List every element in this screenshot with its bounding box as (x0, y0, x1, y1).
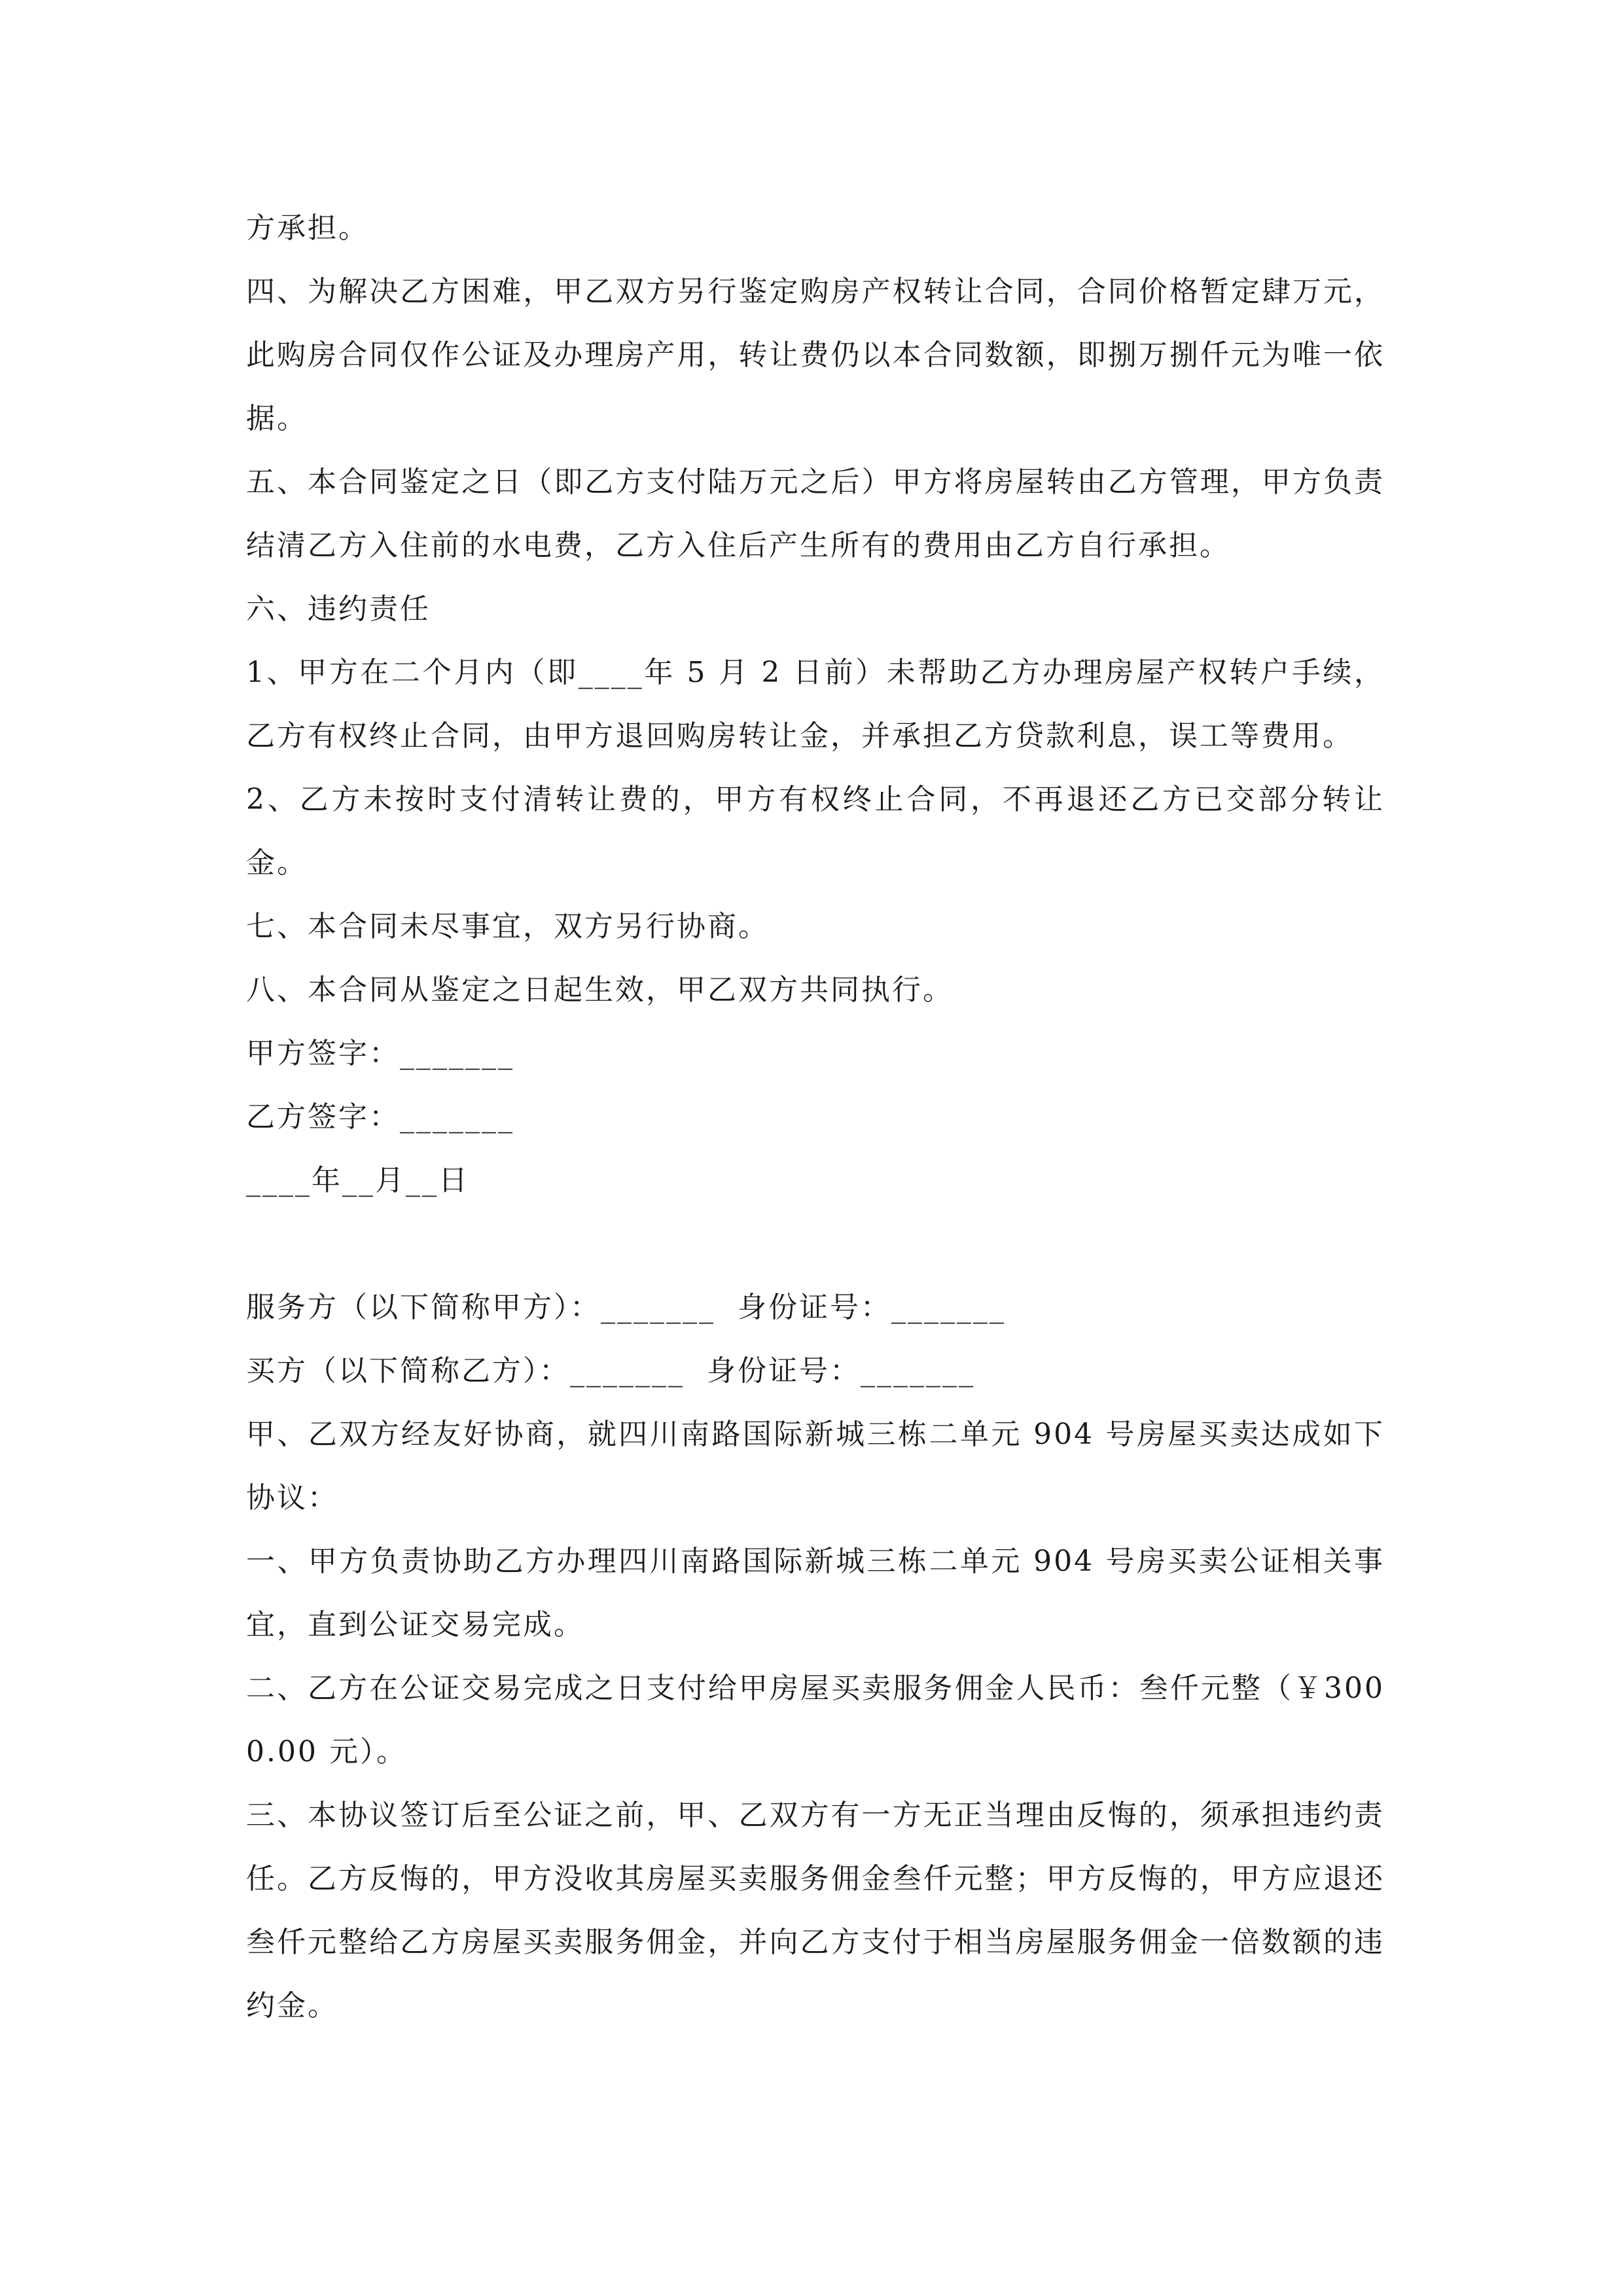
agreement-clause-3: 三、本协议签订后至公证之前，甲、乙双方有一方无正当理由反悔的，须承担违约责任。乙方反悔的，甲方没收其房屋买卖服务佣金叁仟元整；甲方反悔的，甲方应退还叁仟元整给乙方房屋买卖服务佣金，并向乙方支付于相当房屋服务佣金一倍数额的违约金。 (246, 1799, 1385, 2022)
clause-5: 五、本合同鉴定之日（即乙方支付陆万元之后）甲方将房屋转由乙方管理，甲方负责结清乙方入住前的水电费，乙方入住后产生所有的费用由乙方自行承担。 (246, 465, 1385, 562)
clause-6-heading: 六、违约责任 (246, 592, 431, 626)
service-party-line: 服务方（以下简称甲方）：_______ 身份证号：_______ (246, 1291, 1006, 1324)
document-body (246, 196, 1385, 2037)
clause-6-item-2: 2、乙方未按时支付清转让费的，甲方有权终止合同，不再退还乙方已交部分转让金。 (246, 783, 1385, 880)
agreement-clause-2: 二、乙方在公证交易完成之日支付给甲房屋买卖服务佣金人民币：叁仟元整（￥3000.00 元）。 (246, 1672, 1385, 1768)
agreement-clause-1: 一、甲方负责协助乙方办理四川南路国际新城三栋二单元 904 号房买卖公证相关事宜，直到公证交易完成。 (246, 1545, 1385, 1641)
agreement-intro: 甲、乙双方经友好协商，就四川南路国际新城三栋二单元 904 号房屋买卖达成如下协议： (246, 1418, 1385, 1515)
paragraph-continuation: 方承担。 (246, 211, 369, 245)
section-gap (246, 1212, 1385, 1276)
party-b-signature: 乙方签字：_______ (246, 1100, 514, 1134)
clause-6-item-1: 1、甲方在二个月内（即____年 5 月 2 日前）未帮助乙方办理房屋产权转户手续，乙方有权终止合同，由甲方退回购房转让金，并承担乙方贷款利息，误工等费用。 (246, 656, 1385, 753)
buyer-line: 买方（以下简称乙方）：_______ 身份证号：_______ (246, 1354, 975, 1388)
clause-4: 四、为解决乙方困难，甲乙双方另行鉴定购房产权转让合同，合同价格暂定肆万元，此购房合同仅作公证及办理房产用，转让费仍以本合同数额，即捌万捌仟元为唯一依据。 (246, 275, 1385, 435)
clause-7: 七、本合同未尽事宜，双方另行协商。 (246, 910, 769, 943)
clause-8: 八、本合同从鉴定之日起生效，甲乙双方共同执行。 (246, 973, 954, 1007)
signing-date: ____年__月__日 (246, 1164, 469, 1197)
party-a-signature: 甲方签字：_______ (246, 1037, 514, 1070)
